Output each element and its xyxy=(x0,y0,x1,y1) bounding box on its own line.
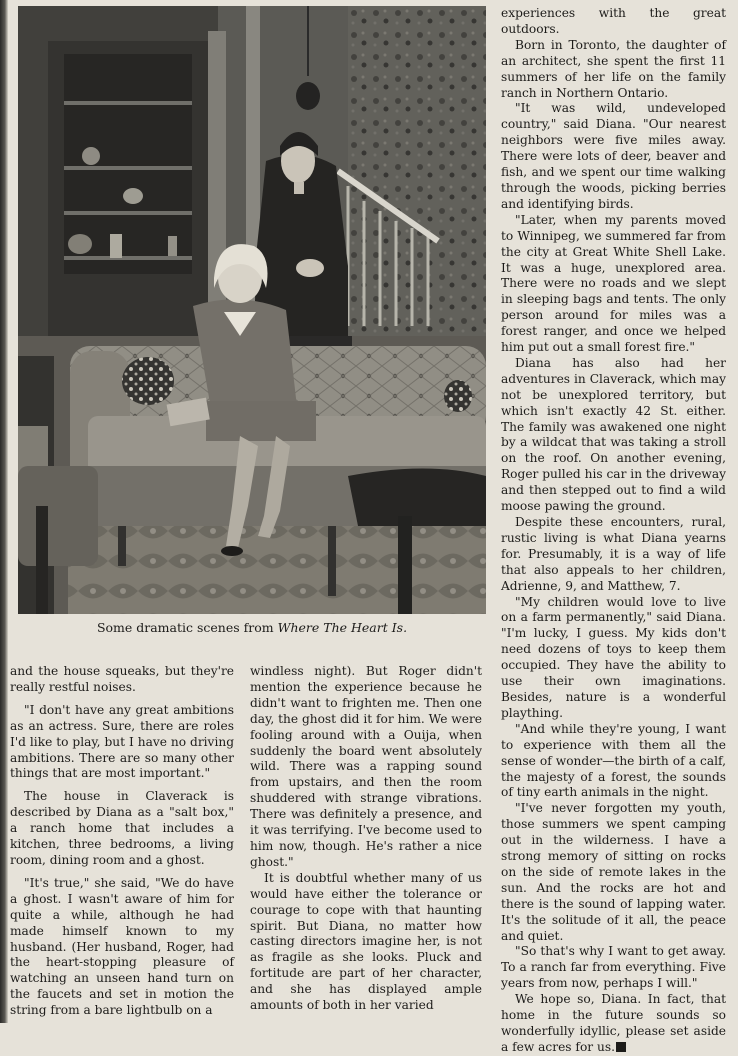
paragraph: experiences with the great outdoors. xyxy=(501,6,726,36)
caption-text: Some dramatic scenes from xyxy=(96,620,278,635)
caption-show-title: Where The Heart Is. xyxy=(277,620,408,635)
page-binding-edge xyxy=(0,0,8,1023)
paragraph: "So that's why I want to get away. To a ranch far from everything. Five years from now, perhaps I will." xyxy=(501,944,726,991)
paragraph: It is doubtful whether many of us would have either the tolerance or courage to cope with that haunting spirit. But Diana, no matter how casting directors imagine her, is not as fragile as she looks. Pluck and fortitude are part of her character, and she has displayed ample amounts of both in her varied xyxy=(250,870,482,1013)
article-photo xyxy=(18,6,486,614)
closing-text: We hope so, Diana. In fact, that home in the future sounds so wonderfully idyllic, please set aside a few acres for us. xyxy=(501,992,726,1054)
paragraph: windless night). But Roger didn't mention the experience because he didn't want to frighten me. Then one day, the ghost did it for him. We were fooling around with a Ouija, when suddenly the board went absolutely wild. There was a rapping sound from upstairs, and then the room shuddered with strange vibrations. There was definitely a presence, and it was terrifying. I've become used to him now, though. He's rather a nice ghost." xyxy=(250,664,482,869)
article-column-right xyxy=(501,6,726,1056)
paragraph: "Later, when my parents moved to Winnipeg, we summered far from the city at Great White Shell Lake. It was a huge, unexplored area. There were no roads and we slept in sleeping bags and tents. The only person around for miles was a forest ranger, and once we helped him put out a small forest fire." xyxy=(501,212,726,355)
paragraph: "And while they're young, I want to experience with them all the sense of wonder—the birth of a calf, the majesty of a forest, the sounds of tiny earth animals in the night. xyxy=(501,721,726,800)
photo-caption xyxy=(18,618,486,638)
paragraph: Despite these encounters, rural, rustic living is what Diana yearns for. Presumably, it is a way of life that also appeals to her children, Adrienne, 9, and Matthew, 7. xyxy=(501,515,726,593)
paragraph: and the house squeaks, but they're really restful noises. xyxy=(10,664,234,694)
article-column-middle xyxy=(250,664,482,1014)
closing-paragraph xyxy=(501,992,726,1056)
paragraph: Diana has also had her adventures in Claverack, which may not be unexplored territory, but which isn't exactly 42 St. either. The family was awakened one night by a wildcat that was taking a stroll on the roof. On another evening, Roger pulled his car in the driveway and then stepped out to find a wild moose pawing the ground. xyxy=(501,355,726,514)
paragraph: "It was wild, undeveloped country," said Diana. "Our nearest neighbors were five miles away. There were lots of deer, beaver and fish, and we spent our time walking through the woods, picking berries and identifying birds. xyxy=(501,101,726,211)
paragraph: "My children would love to live on a farm permanently," said Diana. "I'm lucky, I guess. My kids don't need dozens of toys to keep them occupied. They have the ability to use their own imaginations. Besides, nature is a wonderful plaything. xyxy=(501,594,726,720)
paragraph: "It's true," she said, "We do have a ghost. I wasn't aware of him for quite a while, although he had made himself known to my husband. (Her husband, Roger, had the heart-stopping pleasure of watching an unseen hand turn on the faucets and set in motion the string from a bare lightbulb on a xyxy=(10,875,234,1018)
end-of-article-mark xyxy=(616,1042,626,1052)
paragraph: "I've never forgotten my youth, those summers we spent camping out in the wilderness. I have a strong memory of sitting on rocks on the side of remote lakes in the sun. And the rocks are hot and there is the sound of lapping water. It's the solitude of it all, the peace and quiet. xyxy=(501,801,726,943)
paragraph: Born in Toronto, the daughter of an architect, she spent the first 11 summers of her life on the family ranch in Northern Ontario. xyxy=(501,37,726,100)
article-column-left xyxy=(10,664,234,1019)
paragraph: "I don't have any great ambitions as an actress. Sure, there are roles I'd like to play, but I have no driving ambitions. There are so many other things that are most important." xyxy=(10,702,234,781)
paragraph: The house in Claverack is described by Diana as a "salt box," a ranch home that includes a kitchen, three bedrooms, a living room, dining room and a ghost. xyxy=(10,789,234,867)
